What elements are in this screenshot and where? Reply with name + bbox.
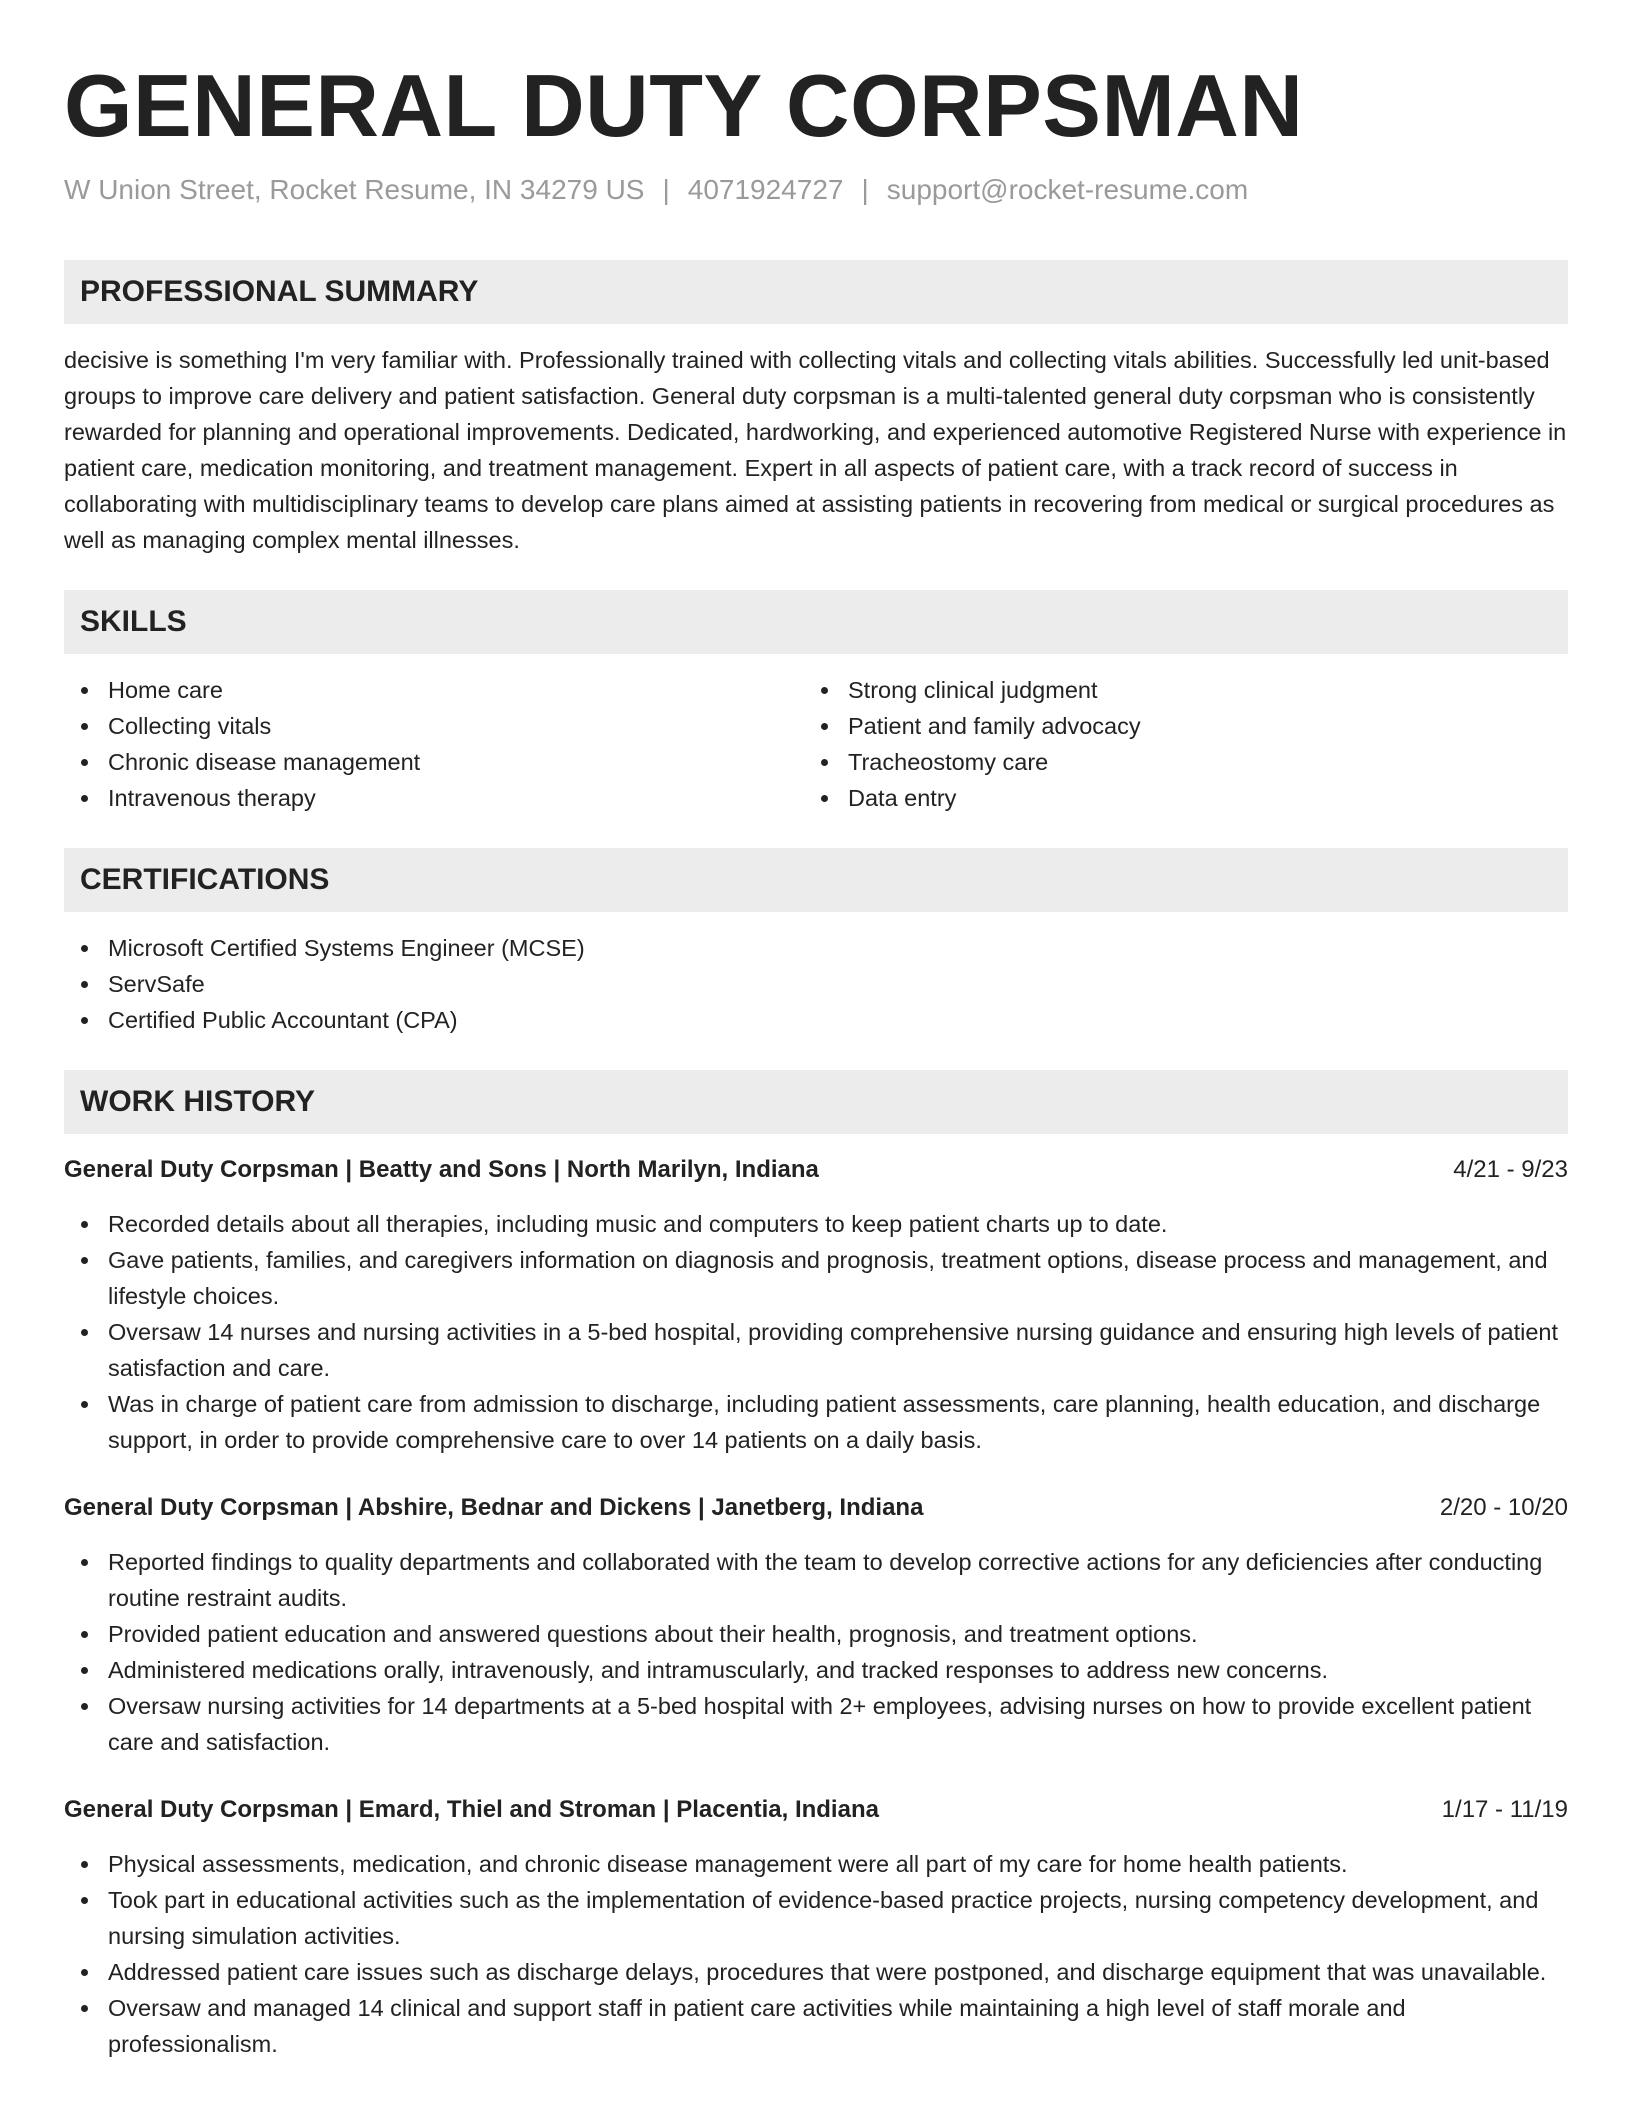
job-bullets [64, 1206, 1568, 1458]
job-bullet: Gave patients, families, and caregivers information on diagnosis and prognosis, treatment options, disease process and management, and lifestyle choices. [64, 1242, 1568, 1314]
job-heading [64, 1792, 1568, 1828]
bullet-dot [81, 1969, 88, 1976]
contact-separator: | [861, 174, 869, 205]
bullet-dot [81, 795, 88, 802]
bullet-dot [81, 1017, 88, 1024]
bullet-dot [81, 759, 88, 766]
section-header-summary: PROFESSIONAL SUMMARY [64, 260, 1568, 324]
contact-line [64, 172, 1568, 208]
bullet-dot [821, 723, 828, 730]
bullet-dot [81, 687, 88, 694]
job-title: General Duty Corpsman | Emard, Thiel and Stroman | Placentia, Indiana [64, 1796, 879, 1823]
certifications-list [64, 930, 1568, 1038]
bullet-dot [81, 1221, 88, 1228]
contact-separator: | [662, 174, 670, 205]
bullet-dot [821, 795, 828, 802]
bullet-dot [81, 723, 88, 730]
contact-email: support@rocket-resume.com [886, 174, 1249, 205]
skill-item: Collecting vitals [64, 708, 804, 744]
job-bullet: Recorded details about all therapies, including music and computers to keep patient charts up to date. [64, 1206, 1568, 1242]
job-bullet: Reported findings to quality departments and collaborated with the team to develop corrective actions for any deficiencies after conducting routine restraint audits. [64, 1544, 1568, 1616]
bullet-dot [81, 1329, 88, 1336]
job-bullet: Oversaw nursing activities for 14 departments at a 5-bed hospital with 2+ employees, advising nurses on how to provide excellent patient care and satisfaction. [64, 1688, 1568, 1760]
bullet-dot [821, 687, 828, 694]
certification-item: Certified Public Accountant (CPA) [64, 1002, 1568, 1038]
job-title: General Duty Corpsman | Beatty and Sons | North Marilyn, Indiana [64, 1156, 819, 1183]
job-bullet: Oversaw 14 nurses and nursing activities in a 5-bed hospital, providing comprehensive nursing guidance and ensuring high levels of patient satisfaction and care. [64, 1314, 1568, 1386]
job-bullet: Addressed patient care issues such as discharge delays, procedures that were postponed, and discharge equipment that was unavailable. [64, 1954, 1568, 1990]
skills-list-right [804, 672, 1544, 816]
job-dates: 2/20 - 10/20 [1439, 1494, 1568, 1521]
bullet-dot [81, 945, 88, 952]
job-heading [64, 1490, 1568, 1526]
skills-list-left [64, 672, 804, 816]
contact-address: W Union Street, Rocket Resume, IN 34279 US [64, 174, 645, 205]
summary-text: decisive is something I'm very familiar with. Professionally trained with collecting vitals and collecting vitals abilities. Successfully led unit-based groups to improve care delivery and patient satisfaction. General duty corpsman is a multi-talented general duty corpsman who is consistently rewarded for planning and operational improvements. Dedicated, hardworking, and experienced automotive Registered Nurse with experience in patient care, medication monitoring, and treatment management. Expert in all aspects of patient care, with a track record of success in collaborating with multidisciplinary teams to develop care plans aimed at assisting patients in recovering from medical or surgical procedures as well as managing complex mental illnesses. [64, 347, 1567, 553]
job-bullets [64, 1846, 1568, 2062]
job-bullet: Physical assessments, medication, and chronic disease management were all part of my care for home health patients. [64, 1846, 1568, 1882]
bullet-dot [81, 1257, 88, 1264]
bullet-dot [81, 1667, 88, 1674]
bullet-dot [81, 1897, 88, 1904]
job-title: General Duty Corpsman | Abshire, Bednar and Dickens | Janetberg, Indiana [64, 1494, 924, 1521]
skills-grid [64, 672, 1568, 816]
bullet-dot [81, 2005, 88, 2012]
job-bullets [64, 1544, 1568, 1760]
certification-item: ServSafe [64, 966, 1568, 1002]
contact-phone: 4071924727 [687, 174, 844, 205]
section-header-certifications: CERTIFICATIONS [64, 848, 1568, 912]
bullet-dot [81, 1861, 88, 1868]
job-heading [64, 1152, 1568, 1188]
certification-item: Microsoft Certified Systems Engineer (MCSE) [64, 930, 1568, 966]
section-header-skills: SKILLS [64, 590, 1568, 654]
section-header-work-history: WORK HISTORY [64, 1070, 1568, 1134]
bullet-dot [821, 759, 828, 766]
resume-name: GENERAL DUTY CORPSMAN [64, 56, 1304, 155]
skill-item: Patient and family advocacy [804, 708, 1544, 744]
bullet-dot [81, 1559, 88, 1566]
skill-item: Tracheostomy care [804, 744, 1544, 780]
job-dates: 4/21 - 9/23 [1453, 1156, 1568, 1183]
skill-item: Intravenous therapy [64, 780, 804, 816]
job-bullet: Was in charge of patient care from admission to discharge, including patient assessments, care planning, health education, and discharge support, in order to provide comprehensive care to over 14 patients on a daily basis. [64, 1386, 1568, 1458]
job-bullet: Took part in educational activities such as the implementation of evidence-based practice projects, nursing competency development, and nursing simulation activities. [64, 1882, 1568, 1954]
job-dates: 1/17 - 11/19 [1441, 1796, 1568, 1823]
skill-item: Chronic disease management [64, 744, 804, 780]
bullet-dot [81, 981, 88, 988]
skill-item: Data entry [804, 780, 1544, 816]
job-bullet: Provided patient education and answered questions about their health, prognosis, and treatment options. [64, 1616, 1568, 1652]
job-bullet: Administered medications orally, intravenously, and intramuscularly, and tracked responses to address new concerns. [64, 1652, 1568, 1688]
bullet-dot [81, 1401, 88, 1408]
job-bullet: Oversaw and managed 14 clinical and support staff in patient care activities while maintaining a high level of staff morale and professionalism. [64, 1990, 1568, 2062]
bullet-dot [81, 1631, 88, 1638]
skill-item: Home care [64, 672, 804, 708]
bullet-dot [81, 1703, 88, 1710]
skill-item: Strong clinical judgment [804, 672, 1544, 708]
